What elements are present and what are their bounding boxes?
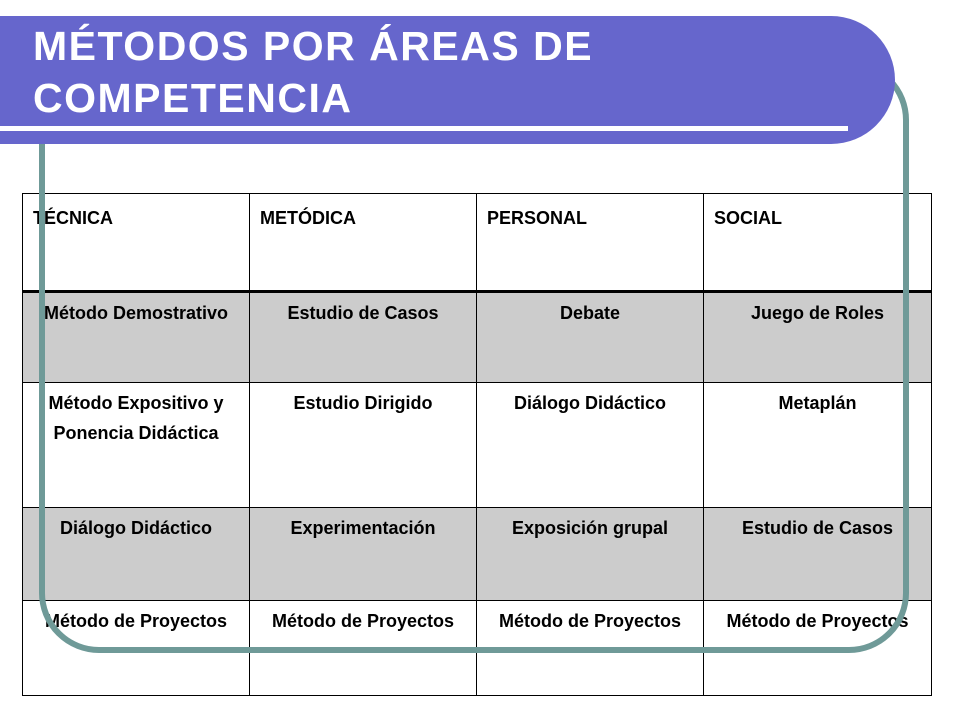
header-cell-social: SOCIAL [704, 194, 932, 292]
header-cell-personal: PERSONAL [477, 194, 704, 292]
title-underline [0, 126, 848, 131]
slide-title [33, 20, 593, 124]
table-cell: Metaplán [704, 383, 932, 508]
table-cell: Método de Proyectos [477, 601, 704, 696]
decorative-rounded-frame [39, 60, 909, 653]
table-cell: Método Demostrativo [23, 292, 250, 383]
title-line-2: COMPETENCIA [33, 75, 353, 121]
table-cell: Método de Proyectos [23, 601, 250, 696]
title-line-1: MÉTODOS POR ÁREAS DE [33, 23, 594, 69]
table-cell: Diálogo Didáctico [477, 383, 704, 508]
table-cell: Método de Proyectos [250, 601, 477, 696]
table-cell: Experimentación [250, 508, 477, 601]
table-cell: Diálogo Didáctico [23, 508, 250, 601]
table-cell: Estudio de Casos [704, 508, 932, 601]
header-cell-tecnica: TÉCNICA [23, 194, 250, 292]
table-cell: Estudio Dirigido [250, 383, 477, 508]
table-cell: Método de Proyectos [704, 601, 932, 696]
table-cell: Estudio de Casos [250, 292, 477, 383]
table-cell: Exposición grupal [477, 508, 704, 601]
header-cell-metodica: METÓDICA [250, 194, 477, 292]
table-cell: Método Expositivo y Ponencia Didáctica [23, 383, 250, 508]
table-cell: Juego de Roles [704, 292, 932, 383]
table-cell: Debate [477, 292, 704, 383]
